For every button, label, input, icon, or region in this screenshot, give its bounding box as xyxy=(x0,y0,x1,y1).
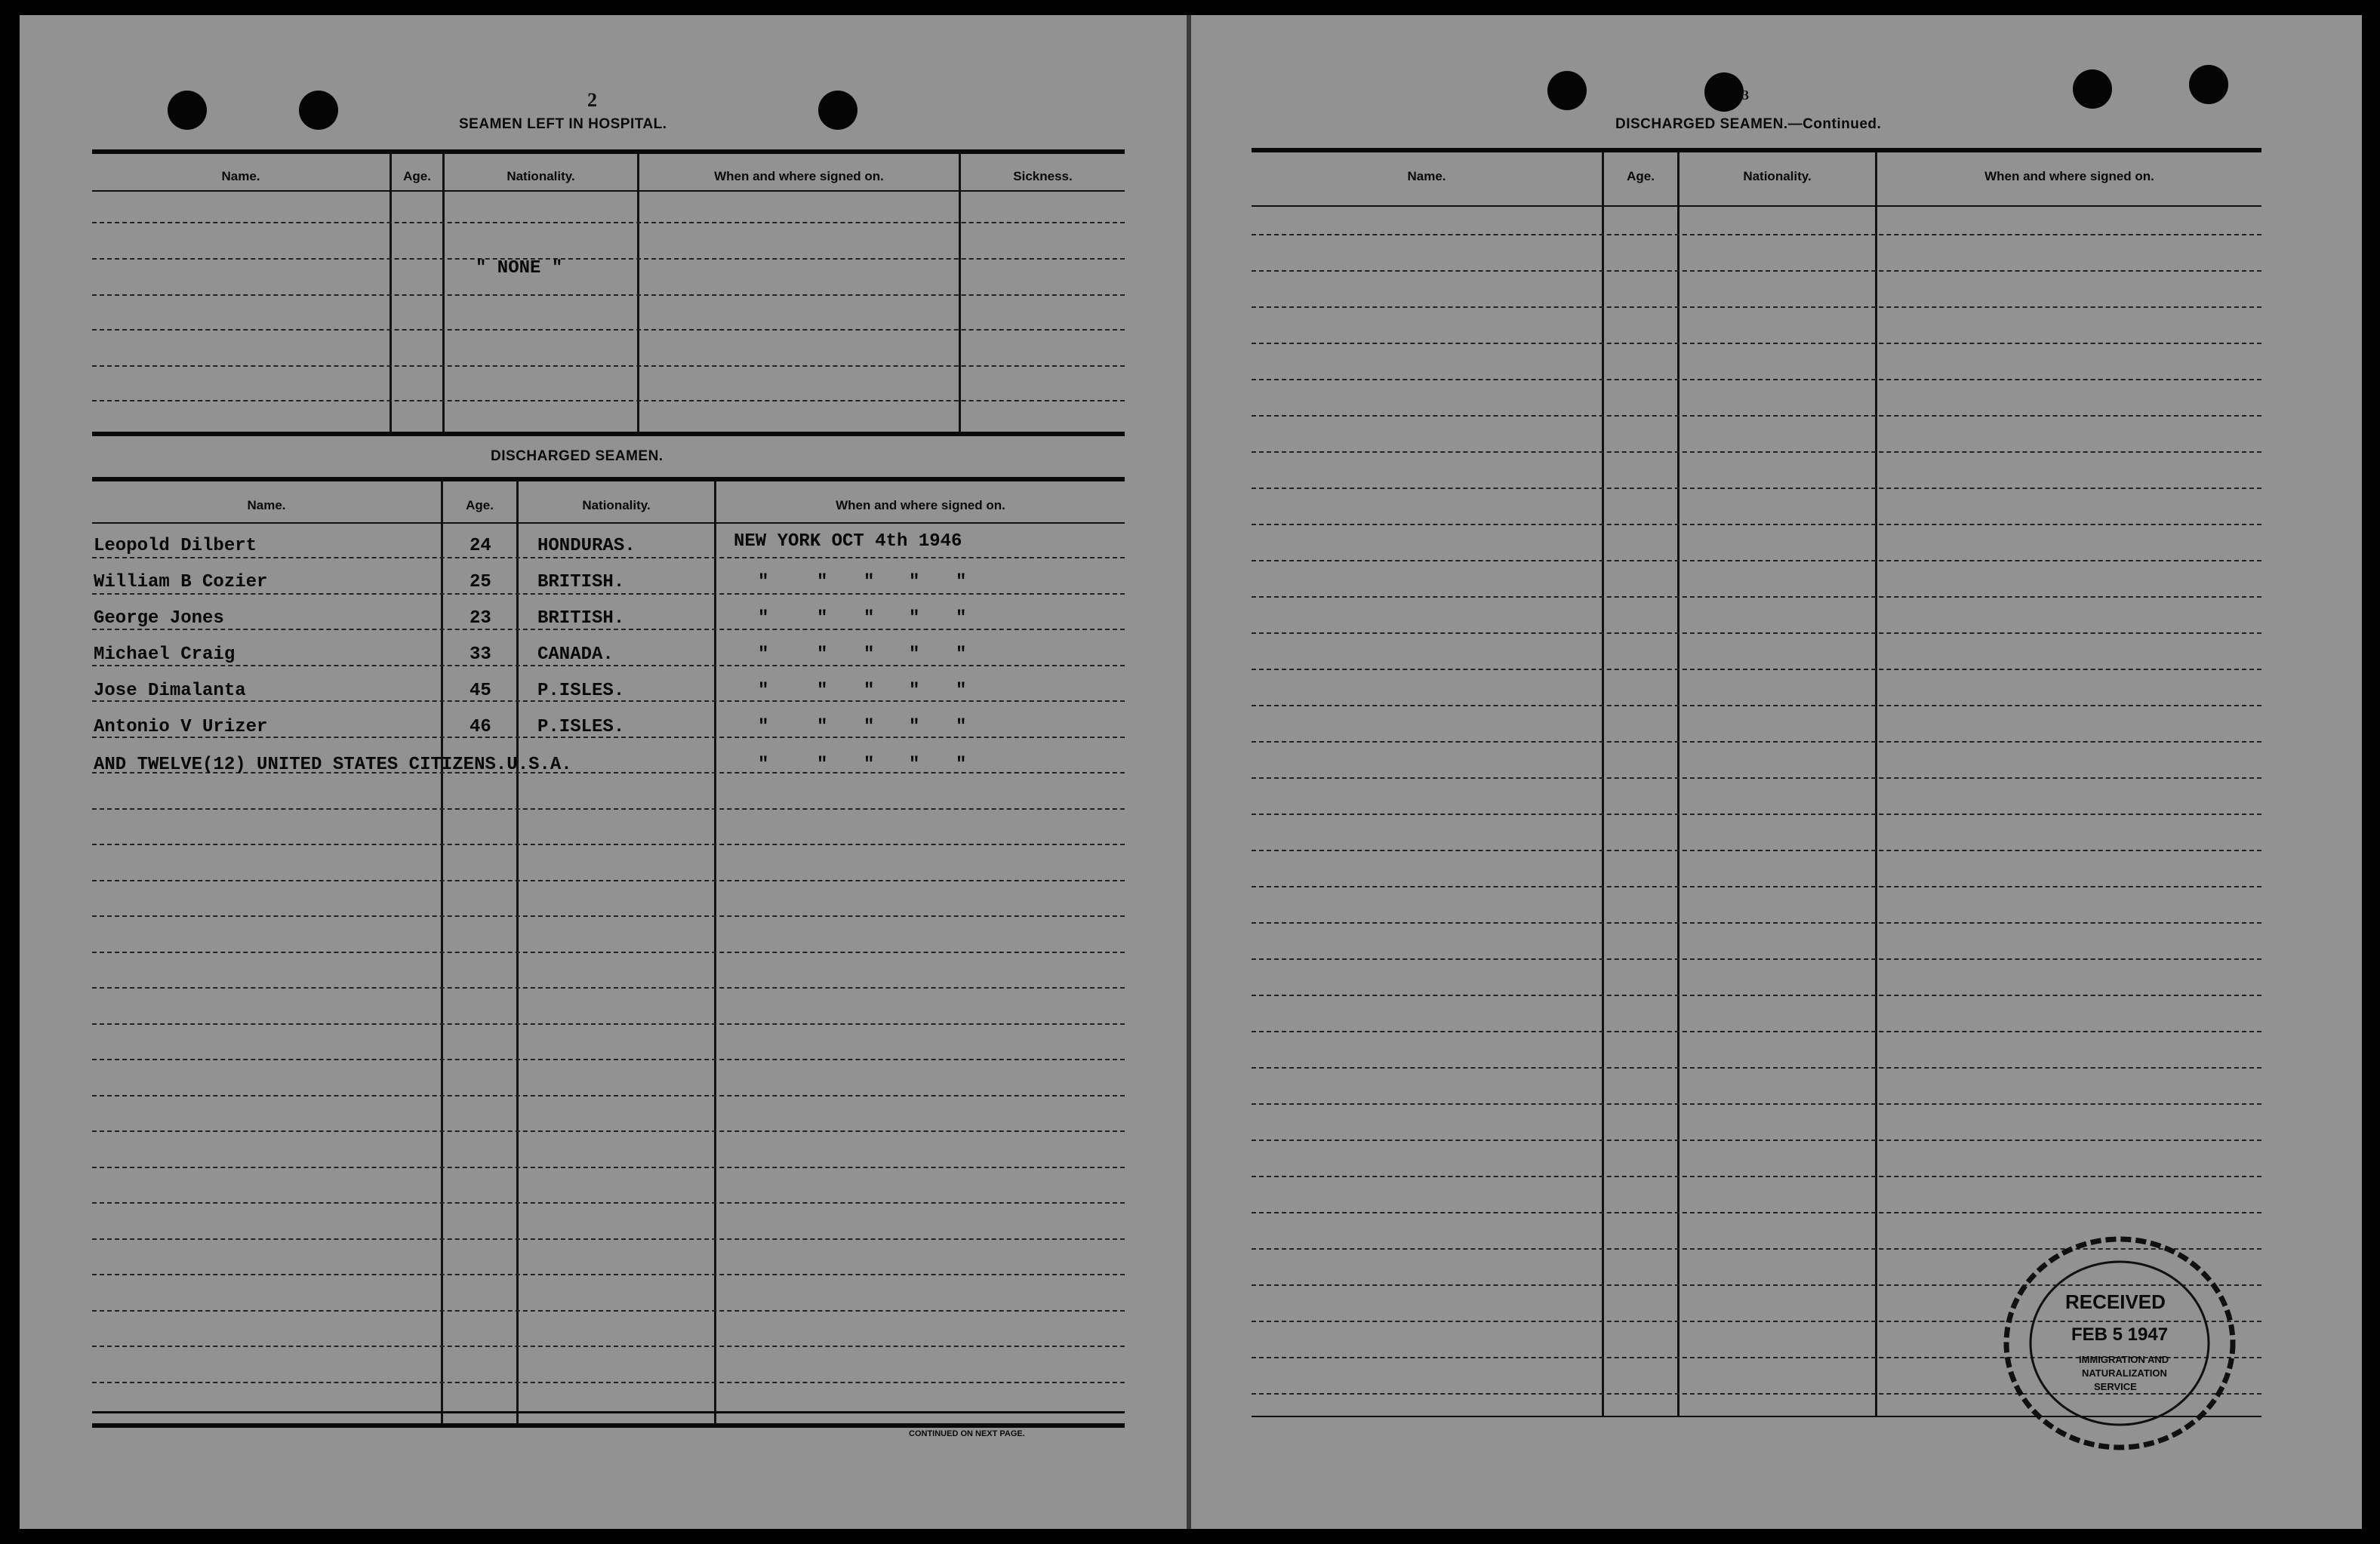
seaman-signed-on: NEW YORK OCT 4th 1946 xyxy=(734,531,962,552)
ruled-line xyxy=(92,1130,1125,1132)
ruled-line xyxy=(1252,306,2261,308)
ruled-line xyxy=(92,1202,1125,1204)
ruled-line xyxy=(92,1167,1125,1168)
ditto-mark: " xyxy=(817,572,828,592)
column-header-nationality: Nationality. xyxy=(506,169,575,183)
received-stamp xyxy=(1999,1230,2240,1456)
column-header-sickness: Sickness. xyxy=(1013,169,1073,183)
punch-hole xyxy=(818,91,857,130)
discharged-section-title: DISCHARGED SEAMEN. xyxy=(491,448,664,464)
hospital-table-bottom-rule xyxy=(92,432,1125,436)
stamp-line-1: RECEIVED xyxy=(2065,1290,2166,1313)
seaman-age: 33 xyxy=(470,644,491,665)
stamp-line-2: FEB 5 1947 xyxy=(2071,1324,2169,1345)
ditto-mark: " xyxy=(909,608,920,629)
stamp-line-4: NATURALIZATION xyxy=(2082,1367,2167,1379)
ruled-line xyxy=(1252,1031,2261,1032)
ruled-line xyxy=(92,952,1125,953)
ruled-line xyxy=(1252,1176,2261,1177)
ditto-mark: " xyxy=(956,755,967,775)
ditto-mark: " xyxy=(956,681,967,701)
punch-hole xyxy=(1704,72,1744,112)
hospital-table-top-rule xyxy=(92,149,1125,154)
seaman-age: 46 xyxy=(470,717,491,737)
ruled-line xyxy=(1252,379,2261,380)
ditto-mark: " xyxy=(956,608,967,629)
ditto-mark: " xyxy=(864,644,875,665)
column-header-age: Age. xyxy=(466,498,494,512)
ruled-line xyxy=(1252,270,2261,272)
ruled-line xyxy=(92,880,1125,881)
ruled-line xyxy=(1252,777,2261,779)
seaman-name: Jose Dimalanta xyxy=(94,681,246,701)
ditto-mark: " xyxy=(909,644,920,665)
ruled-line xyxy=(1252,814,2261,815)
hospital-entry: " NONE " xyxy=(476,258,563,278)
ditto-mark: " xyxy=(909,717,920,737)
ditto-mark: " xyxy=(758,717,769,737)
column-header-signed-on: When and where signed on. xyxy=(836,498,1005,512)
ditto-mark: " xyxy=(909,681,920,701)
ruled-line xyxy=(92,294,1125,296)
discharged-table-top-rule xyxy=(92,477,1125,481)
ditto-mark: " xyxy=(817,644,828,665)
ditto-mark: " xyxy=(758,681,769,701)
discharged-table-bottom-rule xyxy=(92,1423,1125,1428)
right-table-top-rule xyxy=(1252,148,2261,152)
column-header-name: Name. xyxy=(221,169,260,183)
ruled-line xyxy=(1252,596,2261,598)
ruled-line xyxy=(92,1382,1125,1383)
ruled-line xyxy=(1252,886,2261,887)
ruled-line xyxy=(92,258,1125,260)
ruled-line xyxy=(1252,487,2261,489)
seaman-nationality: P.ISLES. xyxy=(537,681,625,701)
ruled-line xyxy=(1252,234,2261,235)
ruled-line xyxy=(92,1023,1125,1025)
ruled-line xyxy=(92,222,1125,223)
column-divider xyxy=(959,154,961,432)
column-header-signed-on: When and where signed on. xyxy=(714,169,884,183)
ditto-mark: " xyxy=(864,572,875,592)
ruled-line xyxy=(1252,669,2261,670)
ruled-line xyxy=(92,844,1125,845)
ditto-mark: " xyxy=(956,644,967,665)
left-page xyxy=(20,15,1187,1529)
ditto-mark: " xyxy=(909,755,920,775)
continued-note: CONTINUED ON NEXT PAGE. xyxy=(909,1429,1025,1438)
ruled-line xyxy=(92,1274,1125,1275)
ruled-line xyxy=(1252,705,2261,706)
right-section-title: DISCHARGED SEAMEN.—Continued. xyxy=(1615,116,1882,132)
ditto-mark: " xyxy=(758,755,769,775)
ruled-line xyxy=(1252,958,2261,960)
seaman-name: George Jones xyxy=(94,608,224,629)
seaman-nationality: P.ISLES. xyxy=(537,717,625,737)
seaman-nationality: BRITISH. xyxy=(537,572,625,592)
punch-hole xyxy=(299,91,338,130)
seaman-name: Leopold Dilbert xyxy=(94,536,257,556)
ruled-line xyxy=(92,915,1125,917)
column-divider xyxy=(442,154,445,432)
ditto-mark: " xyxy=(817,717,828,737)
ruled-line xyxy=(92,629,1125,630)
ruled-line xyxy=(92,987,1125,989)
seaman-age: 23 xyxy=(470,608,491,629)
ditto-mark: " xyxy=(758,608,769,629)
ditto-mark: " xyxy=(909,572,920,592)
ruled-line xyxy=(92,1346,1125,1347)
ruled-line xyxy=(92,808,1125,810)
punch-hole xyxy=(2189,65,2228,104)
ruled-line xyxy=(92,400,1125,401)
seaman-nationality: BRITISH. xyxy=(537,608,625,629)
ruled-line xyxy=(1252,995,2261,996)
ditto-mark: " xyxy=(864,717,875,737)
ruled-line xyxy=(1252,922,2261,924)
ditto-mark: " xyxy=(817,681,828,701)
ruled-line xyxy=(1252,560,2261,561)
stamp-line-3: IMMIGRATION AND xyxy=(2079,1354,2169,1365)
seaman-name: Michael Craig xyxy=(94,644,236,665)
ditto-mark: " xyxy=(864,681,875,701)
ruled-line xyxy=(1252,451,2261,453)
hospital-table-header-rule xyxy=(92,190,1125,192)
column-divider xyxy=(637,154,639,432)
summary-row: AND TWELVE(12) UNITED STATES CITIZENS.U.S.A. xyxy=(94,755,572,775)
page-number: 3 xyxy=(1742,88,1749,103)
ruled-line xyxy=(1252,1140,2261,1141)
discharged-table-header-rule xyxy=(92,522,1125,524)
column-header-name: Name. xyxy=(247,498,286,512)
ruled-line xyxy=(1252,741,2261,743)
ditto-mark: " xyxy=(864,608,875,629)
column-header-name: Name. xyxy=(1407,169,1446,183)
seaman-name: William B Cozier xyxy=(94,572,268,592)
ruled-line xyxy=(92,1059,1125,1060)
ruled-line xyxy=(1252,1212,2261,1213)
ruled-line xyxy=(92,1310,1125,1312)
ruled-line xyxy=(1252,1067,2261,1069)
seaman-age: 24 xyxy=(470,536,491,556)
seaman-nationality: HONDURAS. xyxy=(537,536,636,556)
ruled-line xyxy=(1252,1103,2261,1105)
ruled-line xyxy=(1252,415,2261,417)
punch-hole xyxy=(168,91,207,130)
page-number: 2 xyxy=(587,89,597,111)
right-table-header-rule xyxy=(1252,205,2261,207)
ruled-line xyxy=(92,1095,1125,1096)
column-divider xyxy=(389,154,392,432)
column-header-nationality: Nationality. xyxy=(1743,169,1812,183)
seaman-nationality: CANADA. xyxy=(537,644,614,665)
ruled-line xyxy=(92,329,1125,331)
ditto-mark: " xyxy=(817,755,828,775)
punch-hole xyxy=(2073,69,2112,109)
ruled-line xyxy=(1252,632,2261,634)
column-header-age: Age. xyxy=(403,169,431,183)
ruled-line xyxy=(1252,850,2261,851)
ruled-line xyxy=(92,1238,1125,1240)
seaman-name: Antonio V Urizer xyxy=(94,717,268,737)
hospital-section-title: SEAMEN LEFT IN HOSPITAL. xyxy=(459,116,667,132)
ditto-mark: " xyxy=(956,572,967,592)
footer-rule xyxy=(92,1411,1125,1413)
ruled-line xyxy=(92,593,1125,595)
ruled-line xyxy=(1252,343,2261,344)
ditto-mark: " xyxy=(864,755,875,775)
ditto-mark: " xyxy=(956,717,967,737)
column-header-nationality: Nationality. xyxy=(582,498,651,512)
stamp-line-5: SERVICE xyxy=(2094,1381,2137,1392)
document-frame xyxy=(20,15,2362,1529)
column-header-age: Age. xyxy=(1627,169,1655,183)
column-header-signed-on: When and where signed on. xyxy=(1984,169,2154,183)
ditto-mark: " xyxy=(758,644,769,665)
ditto-mark: " xyxy=(758,572,769,592)
ruled-line xyxy=(1252,524,2261,525)
seaman-age: 25 xyxy=(470,572,491,592)
seaman-age: 45 xyxy=(470,681,491,701)
ditto-mark: " xyxy=(817,608,828,629)
punch-hole xyxy=(1547,71,1587,110)
ruled-line xyxy=(92,365,1125,367)
ruled-line xyxy=(92,557,1125,558)
